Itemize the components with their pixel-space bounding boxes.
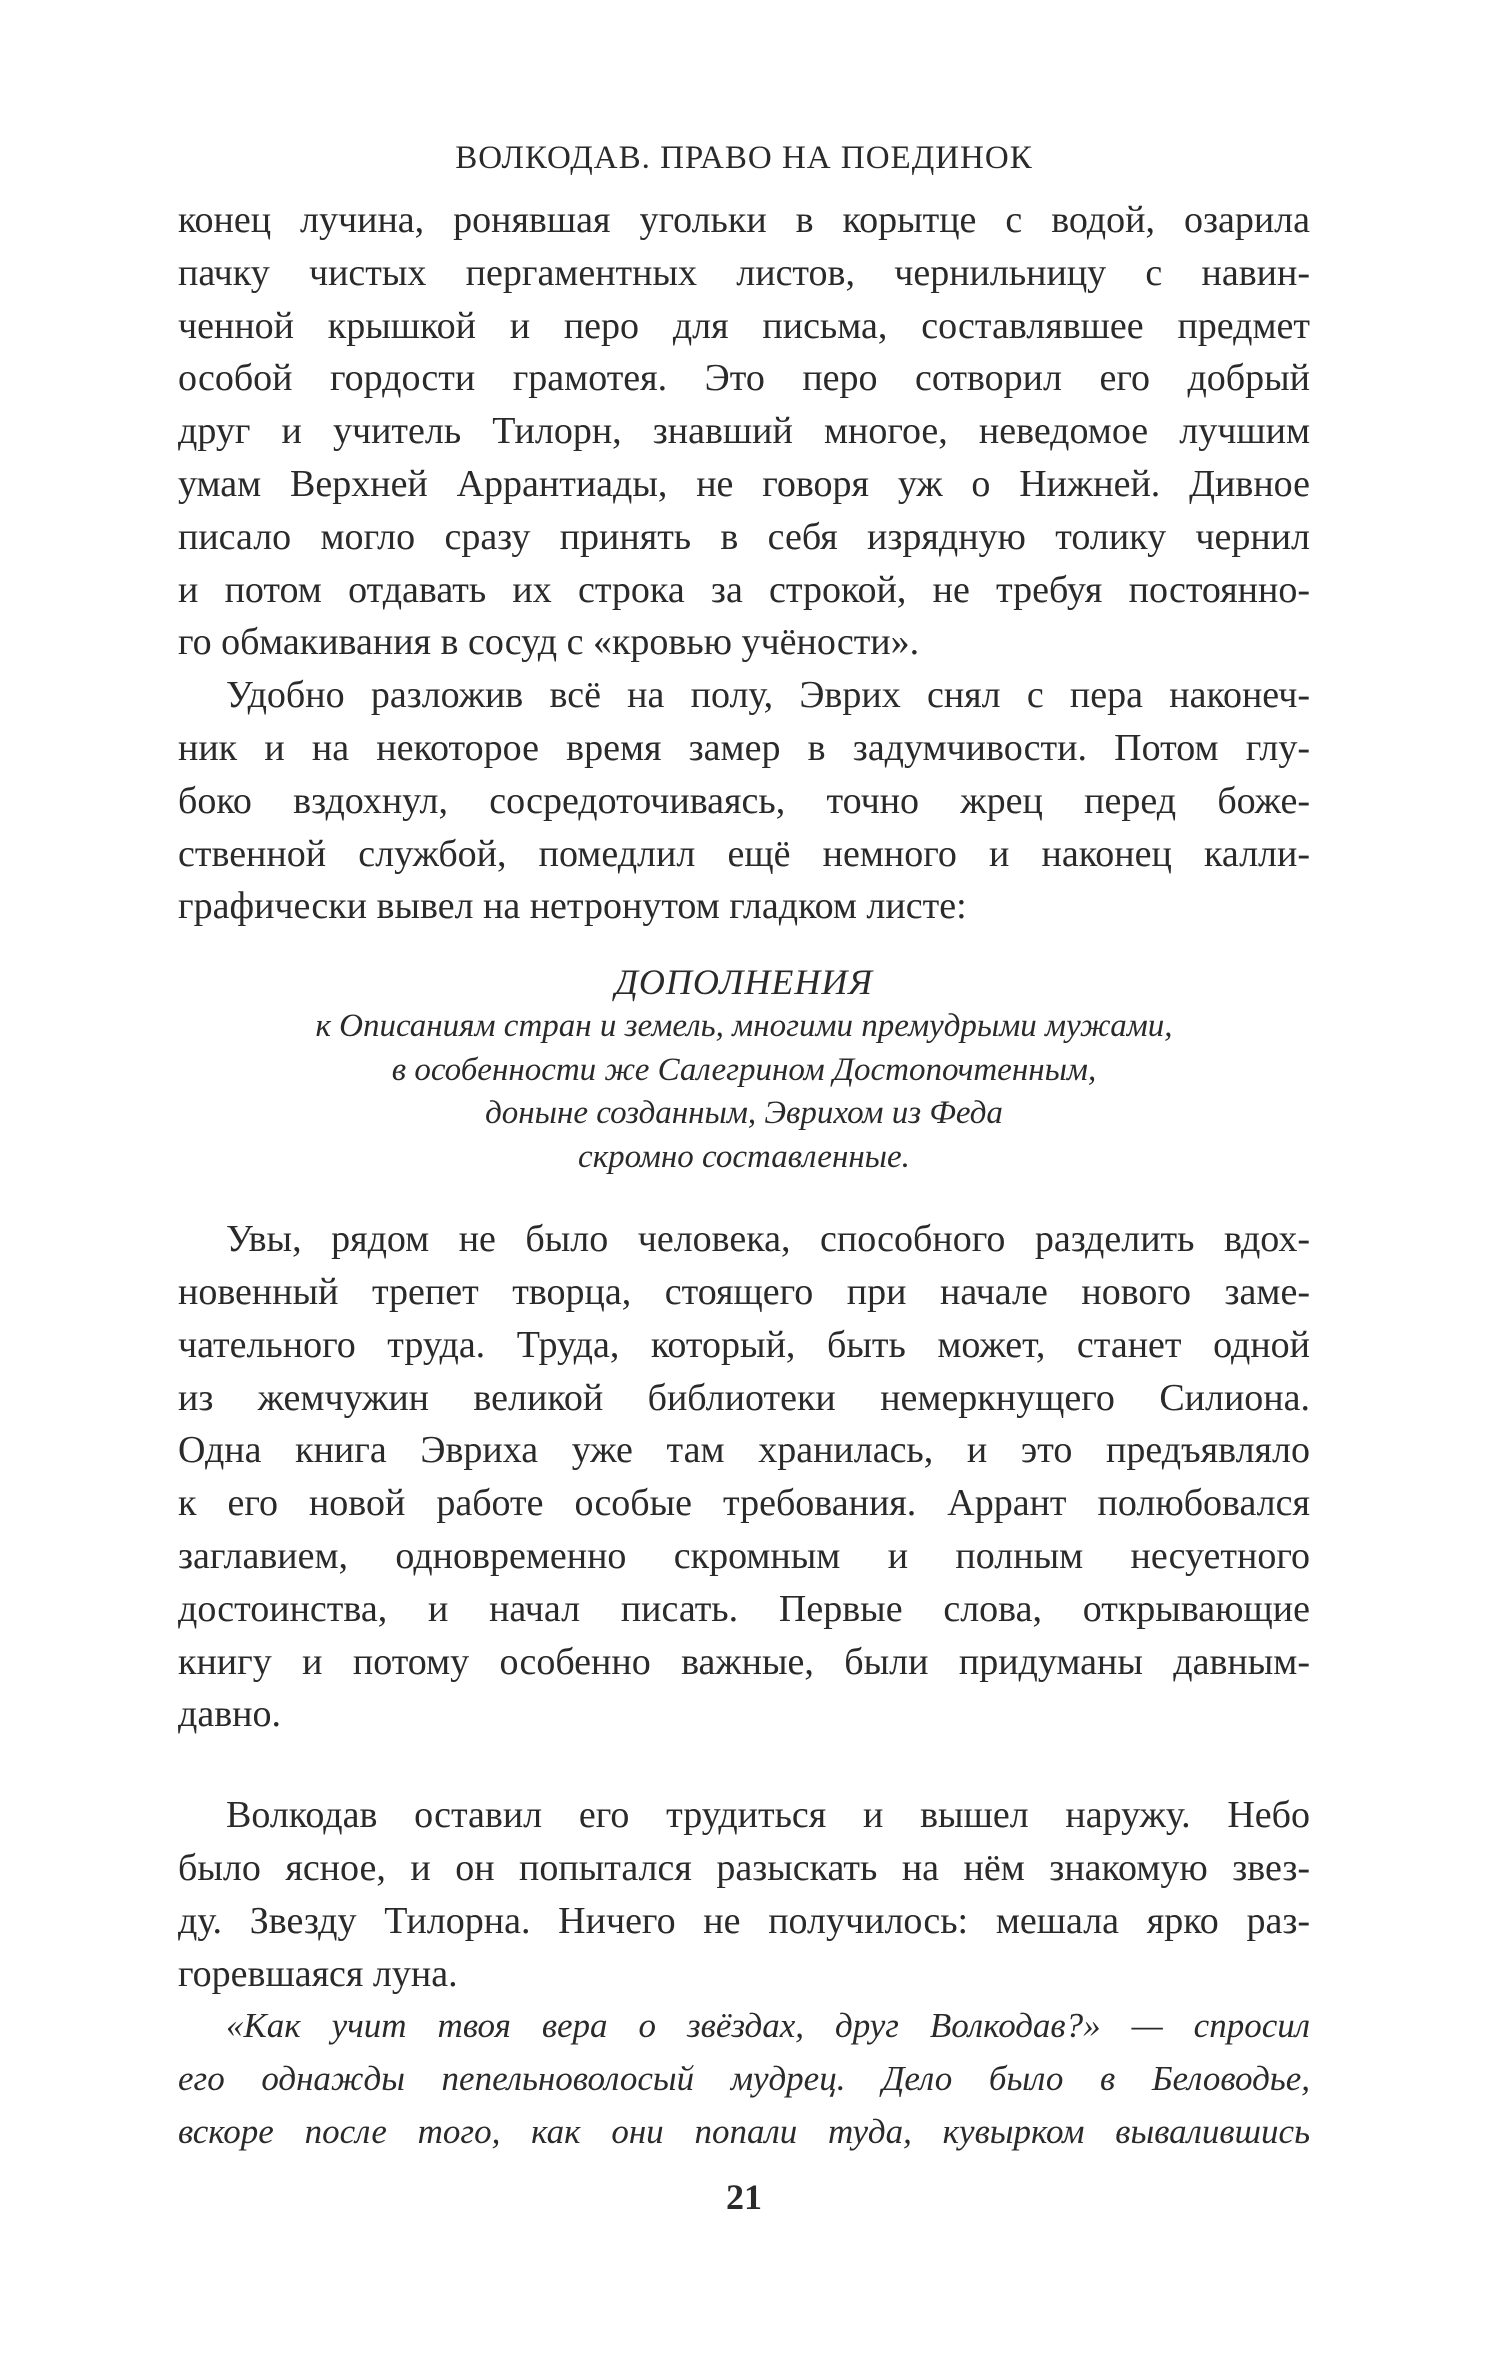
text-line: графически вывел на нетронутом гладком листе: xyxy=(178,885,967,928)
inscription-block xyxy=(178,959,1310,1179)
text-line: умам Верхней Аррантиады, не говоря уж о Нижней. Дивное xyxy=(178,462,1310,505)
text-line: горевшаяся луна. xyxy=(178,1952,458,1995)
text-line: друг и учитель Тилорн, знавший многое, неведомое лучшим xyxy=(178,410,1310,453)
text-line: писало могло сразу принять в себя изрядную толику чернил xyxy=(178,515,1310,558)
text-line: из жемчужин великой библиотеки немеркнущего Силиона. xyxy=(178,1376,1310,1419)
paragraph-2 xyxy=(178,669,1310,933)
text-line: ственной службой, помедлил ещё немного и наконец калли- xyxy=(178,832,1310,875)
inscription-title: ДОПОЛНЕНИЯ xyxy=(614,962,874,1003)
text-line: и потом отдавать их строка за строкой, не требуя постоянно- xyxy=(178,568,1310,611)
text-line: достоинства, и начал писать. Первые слова, открывающие xyxy=(178,1587,1310,1630)
text-line: вскоре после того, как они попали туда, кувырком вывалившись xyxy=(178,2111,1310,2151)
inscription-line: в особенности же Салегрином Достопочтенным, xyxy=(391,1051,1097,1088)
text-line: новенный трепет творца, стоящего при начале нового заме- xyxy=(178,1270,1310,1313)
text-line: ник и на некоторое время замер в задумчивости. Потом глу- xyxy=(178,726,1310,769)
text-line: к его новой работе особые требования. Аррант полюбовался xyxy=(178,1482,1310,1525)
inscription-line: доныне созданным, Эврихом из Феда xyxy=(485,1095,1003,1132)
text-line: Увы, рядом не было человека, способного разделить вдох- xyxy=(226,1218,1310,1261)
text-line: пачку чистых пергаментных листов, чернильницу с навин- xyxy=(178,251,1310,294)
text-line: особой гордости грамотея. Это перо сотворил его добрый xyxy=(178,357,1310,400)
text-line: чательного труда. Труда, который, быть может, станет одной xyxy=(178,1323,1310,1366)
inscription-line: к Описаниям стран и земель, многими премудрыми мужами, xyxy=(315,1008,1173,1045)
paragraph-5 xyxy=(178,2000,1310,2158)
paragraph-4 xyxy=(178,1789,1310,2000)
text-line: конец лучина, ронявшая угольки в корытце с водой, озарила xyxy=(178,199,1310,241)
text-line: его однажды пепельноволосый мудрец. Дело было в Беловодье, xyxy=(178,2059,1310,2099)
text-line: Удобно разложив всё на полу, Эврих снял с пера наконеч- xyxy=(226,674,1310,717)
text-line: го обмакивания в сосуд с «кровью учёности». xyxy=(178,621,920,664)
text-line: давно. xyxy=(178,1693,281,1736)
text-line: Волкодав оставил его трудиться и вышел наружу. Небо xyxy=(226,1794,1310,1837)
text-line: книгу и потому особенно важные, были придуманы давным- xyxy=(178,1640,1310,1683)
paragraph-1 xyxy=(178,194,1310,669)
paragraph-3 xyxy=(178,1213,1310,1741)
text-line: было ясное, и он попытался разыскать на нём знакомую звез- xyxy=(178,1846,1310,1889)
text-line: «Как учит твоя вера о звёздах, друг Волкодав?» — спросил xyxy=(226,2006,1310,2046)
inscription-line: скромно составленные. xyxy=(578,1138,910,1175)
section-gap xyxy=(178,1741,1310,1789)
text-line: ду. Звезду Тилорна. Ничего не получилось: мешала ярко раз- xyxy=(178,1899,1310,1942)
running-head: ВОЛКОДАВ. ПРАВО НА ПОЕДИНОК xyxy=(455,140,1033,176)
text-line: ченной крышкой и перо для письма, составлявшее предмет xyxy=(178,304,1310,347)
text-line: Одна книга Эвриха уже там хранилась, и это предъявляло xyxy=(178,1429,1310,1472)
text-line: боко вздохнул, сосредоточиваясь, точно жрец перед боже- xyxy=(178,779,1310,822)
text-line: заглавием, одновременно скромным и полным несуетного xyxy=(178,1534,1310,1577)
book-page xyxy=(178,128,1310,2228)
page-number: 21 xyxy=(726,2177,762,2217)
